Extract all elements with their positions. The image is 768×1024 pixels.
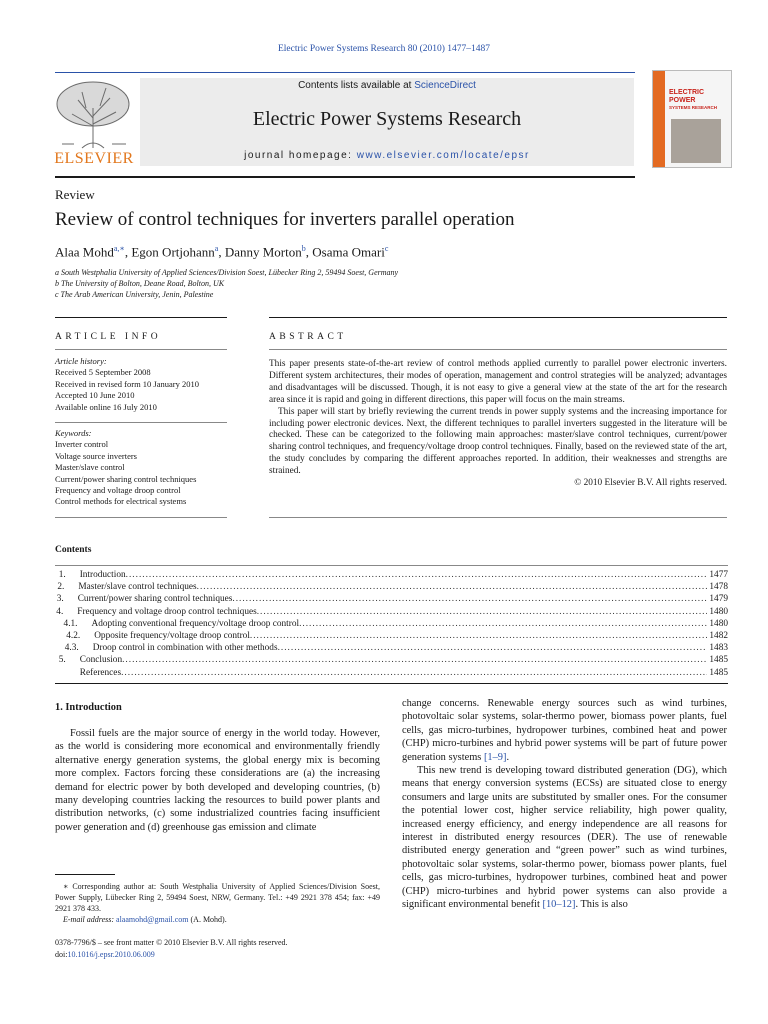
table-of-contents	[55, 570, 728, 680]
toc-number: 4.	[56, 606, 64, 617]
toc-page: 1480	[709, 618, 728, 629]
toc-page: 1485	[709, 667, 728, 678]
author-name: Danny Morton	[224, 244, 302, 260]
sciencedirect-link[interactable]: ScienceDirect	[414, 80, 476, 91]
homepage-prefix: journal homepage:	[244, 150, 357, 161]
body-paragraph: Fossil fuels are the major source of energy in the world today. However, as the world is considering more economical and environmentally friendly alternative energy generation systems, the global energy mix is becoming more complex. Factors forcing these considerations are (a) the increasing demand for electric power by both developed and developing countries, (b) many developing countries lacking the resources to build power plants and distribution networks, (c) some industrialized countries facing insufficient power generation and (d) greenhouse gas emission and climate	[55, 728, 380, 833]
doi-link[interactable]: 10.1016/j.epsr.2010.06.009	[67, 950, 155, 959]
toc-number: 4.1.	[63, 618, 78, 629]
toc-leader	[250, 631, 708, 641]
toc-leader	[299, 619, 707, 629]
article-history	[55, 356, 227, 413]
contents-availability	[140, 80, 634, 91]
email-note	[55, 914, 380, 925]
article-info-bottom-rule	[55, 517, 227, 518]
keywords-rule	[55, 422, 227, 423]
toc-entry[interactable]	[55, 570, 728, 582]
history-accepted: Accepted 10 June 2010	[55, 390, 135, 401]
toc-page: 1485	[709, 655, 728, 666]
toc-number: 4.3.	[64, 643, 79, 654]
citation-link[interactable]: [1–9]	[483, 751, 507, 763]
doi-label: doi:	[55, 950, 68, 959]
footnote-rule	[55, 874, 115, 875]
toc-entry[interactable]	[55, 594, 728, 606]
keywords	[55, 428, 227, 508]
header-bottom-rule	[55, 176, 635, 178]
toc-title: Conclusion	[79, 655, 123, 666]
issn-line: 0378-7796/$ – see front matter © 2010 Elsevier B.V. All rights reserved.	[55, 938, 288, 947]
abstract-bottom-rule	[269, 517, 727, 518]
keyword-item: Inverter control	[55, 439, 109, 450]
author-list	[55, 244, 388, 260]
cover-band	[653, 71, 665, 167]
paragraph-text: This new trend is developing toward distributed generation (DG), which means that energy conversion systems (ECSs) are situated close to energy consumers and large units are substituted by smaller ones. For the consumer the potential lower cost, higher service reliability, high power quality, increased energy efficiency, and energy independence are all reasons for interest in distributed energy resources (DER). The use of renewable distributed energy generation and “green power” such as wind turbines, photovoltaic solar systems, solar-thermo power, biomass power plants, fuel cells, gas micro-turbines, hydropower turbines, combined heat and power (CHP) micro-turbines and hybrid power systems can also provide a significant environmental benefit	[402, 765, 727, 911]
contents-top-rule	[55, 565, 728, 566]
toc-leader	[197, 582, 708, 592]
contents-prefix: Contents lists available at	[298, 80, 415, 91]
keyword-item: Frequency and voltage droop control	[55, 485, 181, 496]
contents-bottom-rule	[55, 683, 728, 684]
author-affiliation-mark[interactable]: c	[384, 244, 389, 253]
journal-reference[interactable]: Electric Power Systems Research 80 (2010) 1477–1487	[277, 44, 491, 54]
toc-leader	[257, 607, 708, 617]
abstract-copyright: © 2010 Elsevier B.V. All rights reserved.	[574, 478, 727, 489]
article-info-top-rule	[55, 317, 227, 318]
toc-page: 1483	[709, 643, 728, 654]
affiliation-c: c The Arab American University, Jenin, Palestine	[55, 290, 214, 299]
history-online: Available online 16 July 2010	[55, 401, 157, 412]
toc-page: 1480	[709, 606, 728, 617]
abstract-paragraph: This paper will start by briefly reviewing the current trends in power supply systems and the increasing importance for including power electronic devices. Next, the different techniques to parallel inverters suggested in the literature will be checked. These can be categorized to the following main approaches: master/slave control techniques, current/power sharing control techniques, and frequency/voltage droop control techniques. Finally, based on the reviewed state of the art, the study concludes by comparing the different approaches reported. In addition, their weaknesses and strengths are strained.	[269, 406, 727, 477]
keyword-item: Master/slave control	[55, 462, 125, 473]
publisher-name: ELSEVIER	[54, 150, 134, 167]
toc-entry[interactable]	[55, 655, 728, 667]
citation-link[interactable]: [10–12]	[542, 899, 576, 911]
toc-leader	[122, 655, 707, 665]
body-paragraph	[402, 764, 727, 911]
abstract-rule	[269, 349, 727, 350]
toc-leader	[121, 668, 707, 678]
paragraph-text: change concerns. Renewable energy sources such as wind turbines, photovoltaic solar systems, solar-thermo power, biomass power plants, fuel cells, gas micro-turbines, hydropower turbines, combined heat and power (CHP) micro-turbines and hybrid power systems will be part of future power generation systems	[402, 698, 727, 763]
author-separator: ,	[124, 244, 132, 260]
article-info-rule	[55, 349, 227, 350]
cover-title: ELECTRIC POWER	[669, 89, 704, 104]
cover-photo	[671, 119, 721, 163]
history-received: Received 5 September 2008	[55, 367, 151, 378]
toc-number: 1.	[58, 570, 66, 580]
issn-doi-block	[55, 937, 288, 961]
toc-entry[interactable]	[55, 631, 728, 643]
journal-homepage	[140, 150, 634, 161]
toc-title: Introduction	[79, 570, 126, 580]
toc-page: 1482	[709, 630, 728, 641]
keyword-item: Current/power sharing control techniques	[55, 473, 197, 484]
author-affiliation-mark[interactable]: b	[301, 244, 306, 253]
affiliation-b: b The University of Bolton, Deane Road, Bolton, UK	[55, 279, 225, 288]
article-type: Review	[55, 187, 95, 202]
toc-number: 2.	[57, 582, 65, 593]
author-affiliation-mark[interactable]: a,∗	[113, 244, 125, 253]
header-top-rule	[55, 72, 635, 73]
body-left-column	[55, 727, 380, 834]
body-paragraph	[402, 697, 727, 764]
footnote	[55, 881, 380, 925]
introduction-heading: 1. Introduction	[55, 702, 122, 713]
toc-title: Frequency and voltage droop control techniques	[77, 606, 257, 617]
toc-title: Opposite frequency/voltage droop control	[94, 630, 250, 641]
toc-entry[interactable]	[55, 668, 728, 680]
toc-title: Droop control in combination with other methods	[92, 643, 278, 654]
toc-number: 3.	[56, 594, 64, 605]
abstract-heading: ABSTRACT	[269, 332, 347, 342]
toc-number: 5.	[58, 655, 66, 666]
paragraph-end: . This is also	[575, 899, 628, 911]
toc-leader	[126, 570, 708, 580]
homepage-link[interactable]: www.elsevier.com/locate/epsr	[356, 150, 530, 161]
toc-page: 1479	[709, 594, 728, 605]
toc-title: Adopting conventional frequency/voltage droop control	[91, 618, 300, 629]
toc-entry[interactable]	[55, 619, 728, 631]
toc-title: Current/power sharing control techniques	[77, 594, 233, 605]
email-link[interactable]: alaamohd@gmail.com	[116, 915, 189, 924]
toc-entry[interactable]	[55, 643, 728, 655]
toc-page: 1478	[709, 582, 728, 593]
paragraph-end: .	[506, 751, 510, 763]
keyword-item: Control methods for electrical systems	[55, 496, 187, 507]
toc-page: 1477	[709, 570, 728, 580]
affiliation-a: a South Westphalia University of Applied Sciences/Division Soest, Lübecker Ring 2, 59494 Soest, Germany	[55, 268, 399, 277]
doi-line	[55, 949, 288, 961]
author-name: Alaa Mohd	[55, 244, 114, 260]
cover-subtitle: SYSTEMS RESEARCH	[669, 105, 718, 110]
toc-entry[interactable]	[55, 607, 728, 619]
keyword-item: Voltage source inverters	[55, 450, 137, 461]
history-revised: Received in revised form 10 January 2010	[55, 378, 199, 389]
author-separator: ,	[305, 244, 313, 260]
article-info-heading: ARTICLE INFO	[55, 332, 162, 342]
abstract-paragraph: This paper presents state-of-the-art review of control methods applied currently to parallel power electronic inverters. Different system architectures, their modes of operation, management and control strategies will be analyzed; advantages and disadvantages will be discussed. Though, it is not easy to give a general view at the state of the art for the research area since it is rapid and going in different directions, this paper will focus on the main streams.	[269, 359, 727, 405]
abstract-top-rule	[269, 317, 727, 318]
toc-title: References	[79, 667, 122, 678]
toc-entry[interactable]	[55, 582, 728, 594]
journal-cover-image	[652, 70, 732, 168]
abstract-body	[269, 359, 727, 490]
corresponding-author-note: ∗ Corresponding author at: South Westphalia University of Applied Sciences/Division Soest, Power Supply, Lübecker Ring 2, 59494 Soest, NRW, Germany. Tel.: +49 2921 378 454; fax: +49 2921 378 433.	[55, 882, 380, 913]
author-name: Osama Omari	[312, 244, 385, 260]
toc-leader	[232, 594, 707, 604]
author-separator: ,	[218, 244, 225, 260]
keywords-label: Keywords:	[55, 428, 92, 438]
toc-leader	[278, 643, 708, 653]
journal-title: Electric Power Systems Research	[252, 108, 522, 130]
history-label: Article history:	[55, 356, 107, 366]
article-title: Review of control techniques for inverters parallel operation	[55, 209, 515, 230]
toc-number: 4.2.	[66, 630, 81, 641]
body-right-column	[402, 697, 727, 912]
contents-title: Contents	[55, 545, 92, 555]
toc-title: Master/slave control techniques	[78, 582, 197, 593]
author-name: Egon Ortjohann	[131, 244, 215, 260]
email-label: E-mail address:	[63, 915, 115, 924]
author-affiliation-mark[interactable]: a	[214, 244, 219, 253]
email-suffix: (A. Mohd).	[188, 915, 227, 924]
